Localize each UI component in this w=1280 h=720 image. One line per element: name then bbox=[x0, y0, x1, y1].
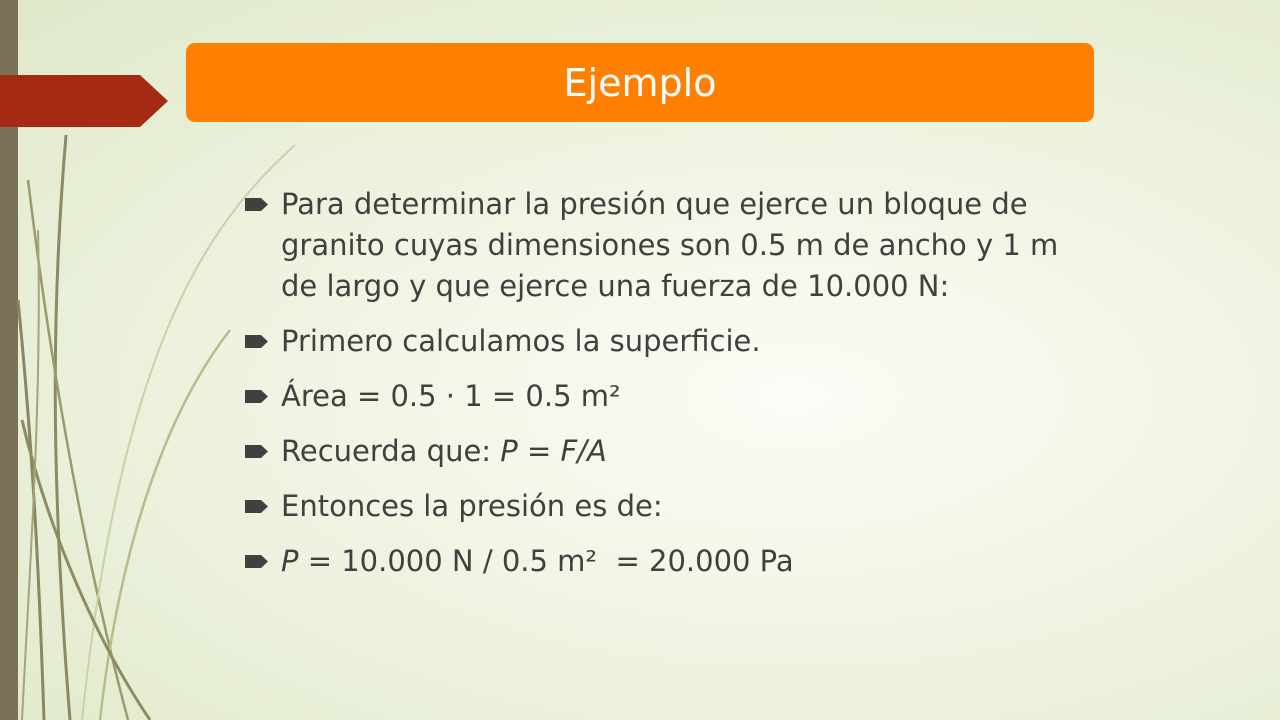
formula-pressure-symbol: P bbox=[500, 434, 518, 468]
bullet-text: Para determinar la presión que ejerce un bloque de granito cuyas dimensiones son 0.5 m de ancho y 1 m de largo y que ejerce una fuerza de 10.000 N: bbox=[281, 187, 1059, 303]
title-bar bbox=[186, 43, 1094, 122]
folder-tab-icon bbox=[245, 197, 269, 212]
formula-force-symbol: F bbox=[560, 434, 578, 468]
formula-equals: = bbox=[517, 434, 561, 468]
bullet-item bbox=[243, 321, 1063, 362]
arrow-tab-icon bbox=[0, 75, 168, 127]
bullet-text bbox=[281, 544, 794, 578]
folder-tab-icon bbox=[245, 444, 269, 459]
bullet-item bbox=[243, 431, 1063, 472]
folder-tab-icon bbox=[245, 554, 269, 569]
result-pressure-symbol: P bbox=[281, 544, 299, 578]
bullet-text: Área = 0.5 · 1 = 0.5 m² bbox=[281, 379, 621, 413]
bullet-text bbox=[281, 434, 607, 468]
formula-prefix: Recuerda que: bbox=[281, 434, 501, 468]
folder-tab-icon bbox=[245, 499, 269, 514]
bullet-text: Primero calculamos la superficie. bbox=[281, 324, 761, 358]
folder-tab-icon bbox=[245, 389, 269, 404]
bullet-item bbox=[243, 486, 1063, 527]
bullet-item bbox=[243, 376, 1063, 417]
result-value: = 10.000 N / 0.5 m² = 20.000 Pa bbox=[298, 544, 794, 578]
bullet-text: Entonces la presión es de: bbox=[281, 489, 663, 523]
folder-tab-icon bbox=[245, 334, 269, 349]
formula-slash: / bbox=[577, 434, 588, 468]
bullet-list bbox=[243, 184, 1063, 596]
formula-area-symbol: A bbox=[587, 434, 607, 468]
slide-title: Ejemplo bbox=[563, 60, 717, 105]
bullet-item bbox=[243, 541, 1063, 582]
bullet-item bbox=[243, 184, 1063, 307]
